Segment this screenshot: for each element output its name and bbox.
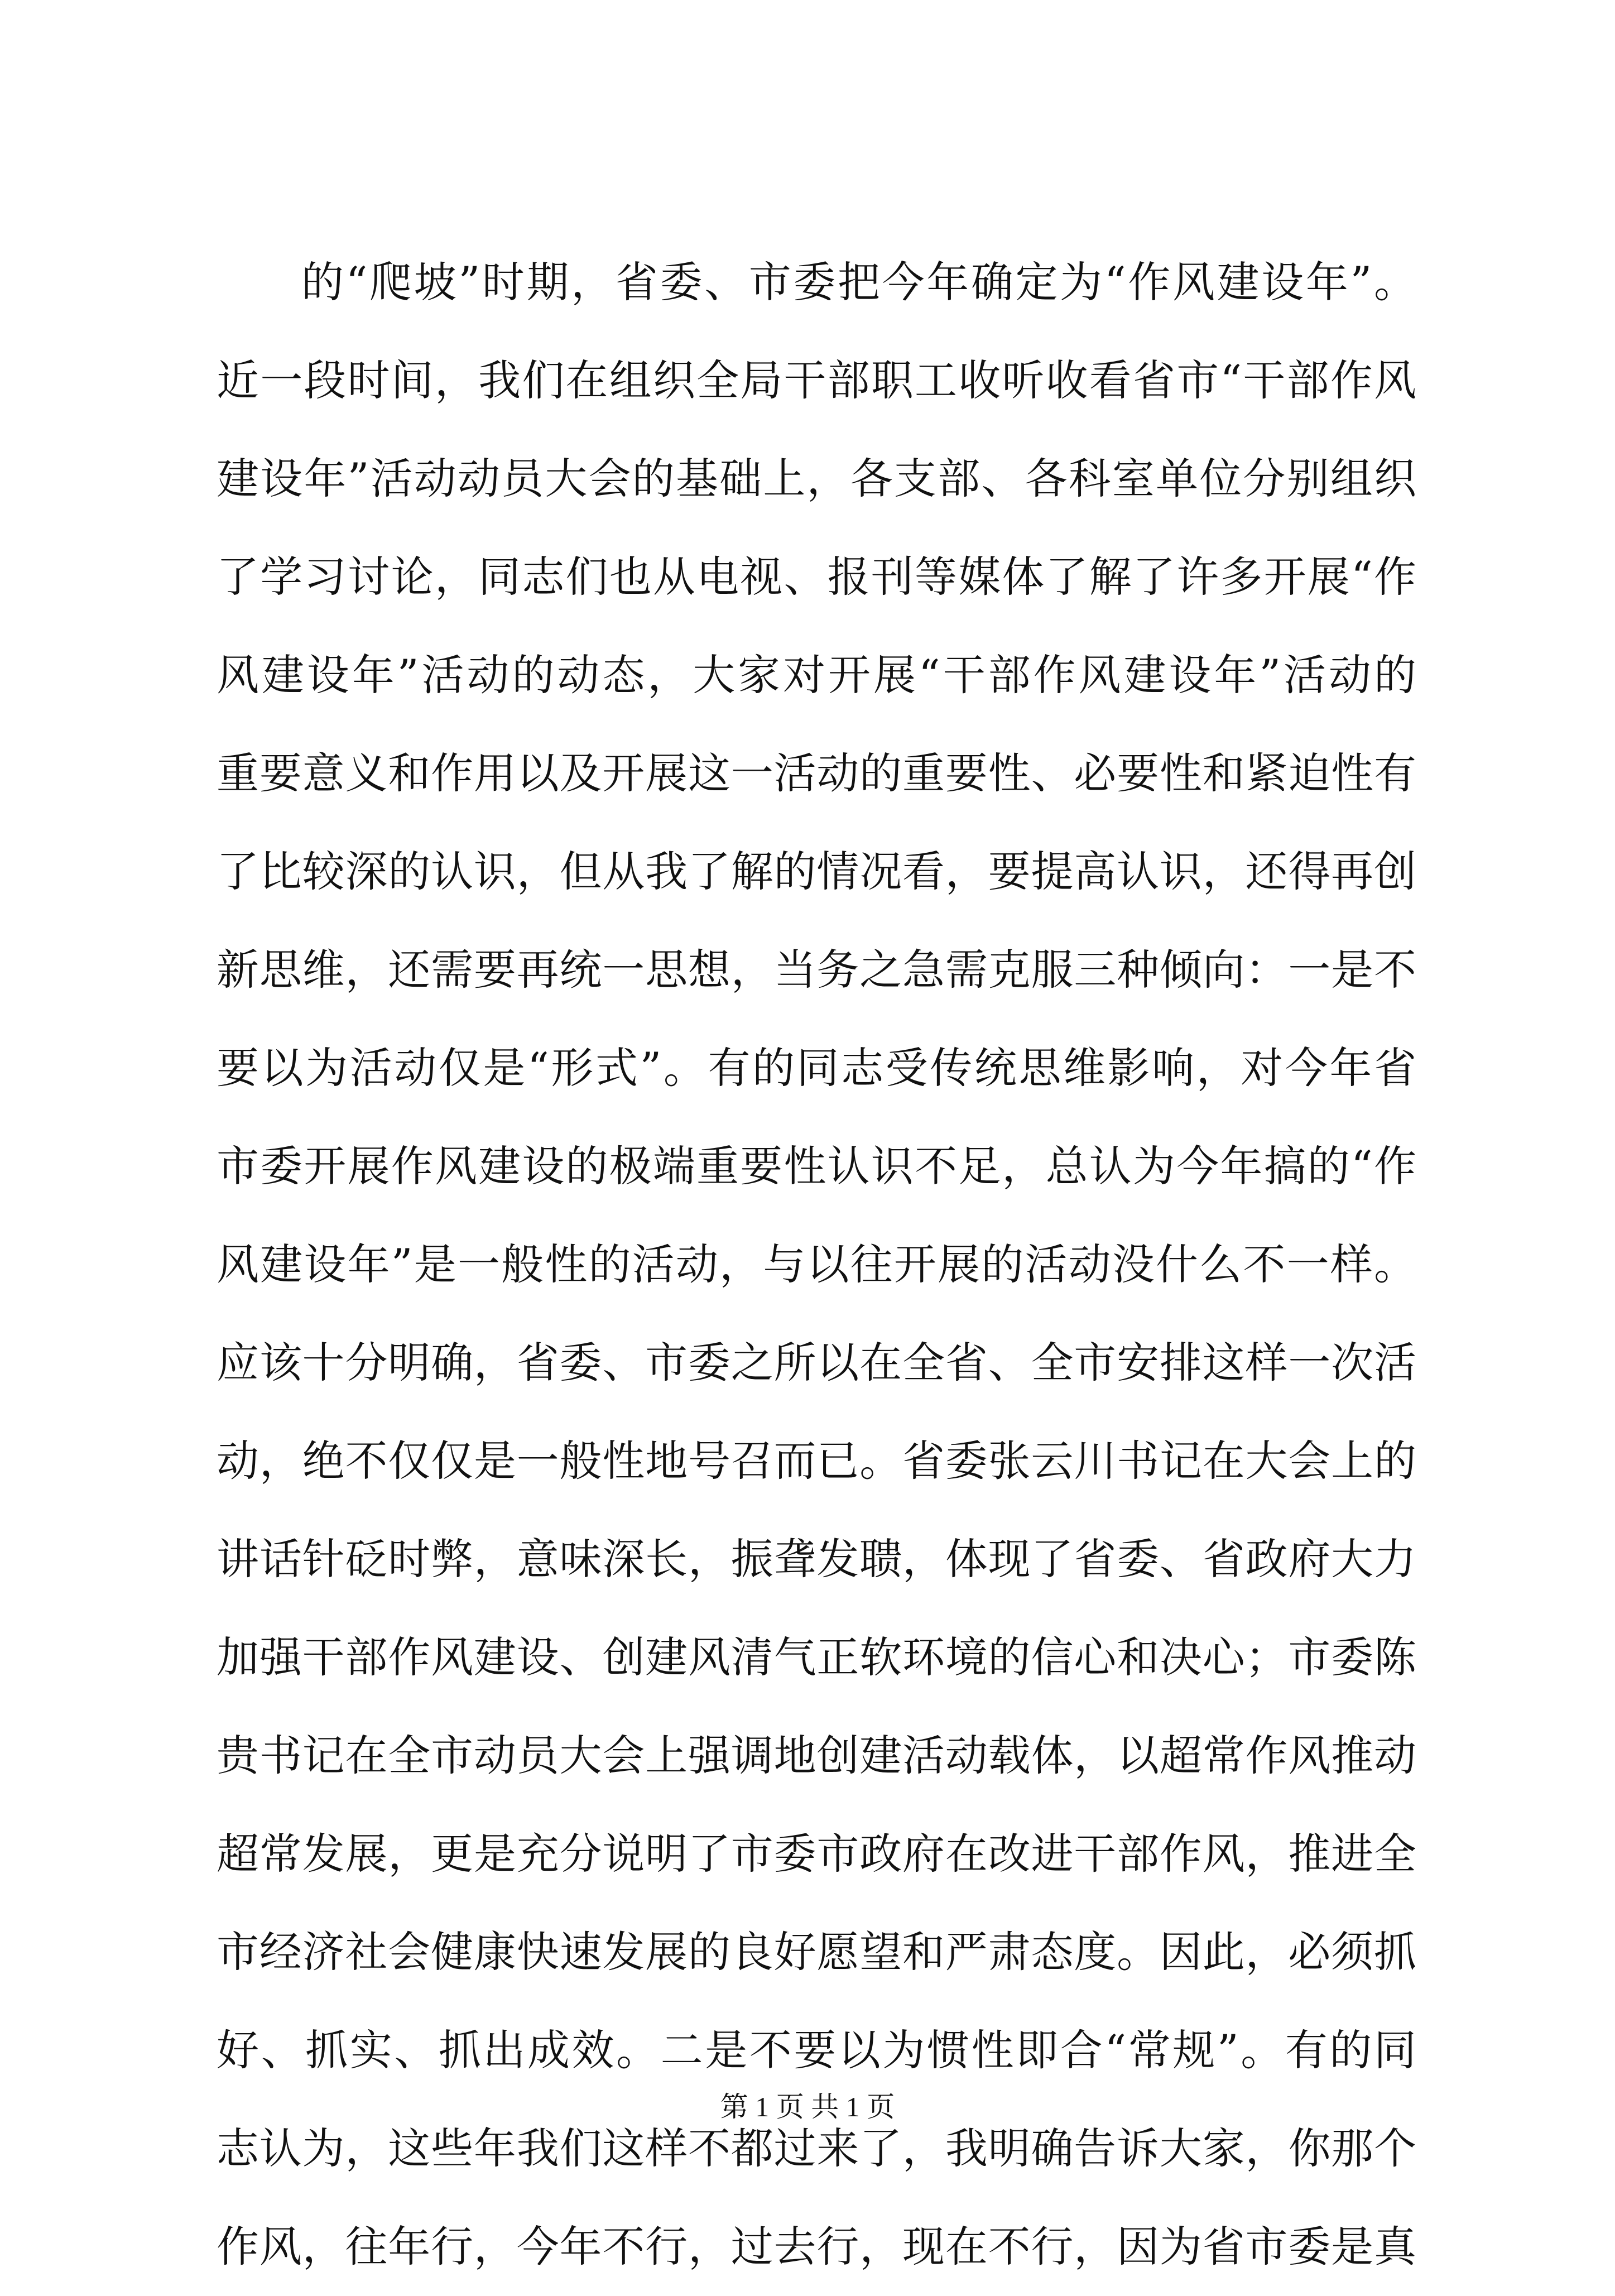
- page-number: 第 1 页 共 1 页: [720, 2091, 895, 2122]
- text-line: 建设年”活动动员大会的基础上，各支部、各科室单位分别组织: [217, 454, 1416, 503]
- text-line: 志认为，这些年我们这样不都过来了，我明确告诉大家，你那个: [217, 2124, 1416, 2173]
- text-line: 贵书记在全市动员大会上强调地创建活动载体，以超常作风推动: [217, 1731, 1416, 1780]
- text-line: 加强干部作风建设、创建风清气正软环境的信心和决心；市委陈: [217, 1632, 1416, 1682]
- text-line: 要以为活动仅是“形式”。有的同志受传统思维影响，对今年省: [217, 1043, 1416, 1093]
- text-line: 新思维，还需要再统一思想，当务之急需克服三种倾向：一是不: [217, 945, 1416, 995]
- text-line: 了比较深的认识，但从我了解的情况看，要提高认识，还得再创: [217, 847, 1416, 896]
- text-line: 近一段时间，我们在组织全局干部职工收听收看省市“干部作风: [217, 356, 1416, 405]
- text-line: 作风，往年行，今年不行，过去行，现在不行，因为省市委是真: [217, 2222, 1416, 2271]
- text-line: 超常发展，更是充分说明了市委市政府在改进干部作风，推进全: [217, 1829, 1416, 1879]
- text-line: 讲话针砭时弊，意味深长，振聋发聩，体现了省委、省政府大力: [217, 1534, 1416, 1584]
- body-text: [217, 233, 1416, 2296]
- text-line: 风建设年”活动的动态，大家对开展“干部作风建设年”活动的: [217, 650, 1416, 700]
- text-line: 市经济社会健康快速发展的良好愿望和严肃态度。因此，必须抓: [217, 1927, 1416, 1977]
- text-line: 风建设年”是一般性的活动，与以往开展的活动没什么不一样。: [217, 1240, 1416, 1289]
- page-footer: [0, 2087, 1615, 2126]
- text-line: 好、抓实、抓出成效。二是不要以为惯性即合“常规”。有的同: [217, 2025, 1416, 2075]
- text-line: 应该十分明确，省委、市委之所以在全省、全市安排这样一次活: [217, 1338, 1416, 1387]
- text-line: 的“爬坡”时期，省委、市委把今年确定为“作风建设年”。: [301, 257, 1416, 307]
- text-line: 市委开展作风建设的极端重要性认识不足，总认为今年搞的“作: [217, 1141, 1416, 1191]
- text-line: 动，绝不仅仅是一般性地号召而已。省委张云川书记在大会上的: [217, 1436, 1416, 1486]
- text-line: 了学习讨论，同志们也从电视、报刊等媒体了解了许多开展“作: [217, 552, 1416, 602]
- text-line: 重要意义和作用以及开展这一活动的重要性、必要性和紧迫性有: [217, 748, 1416, 798]
